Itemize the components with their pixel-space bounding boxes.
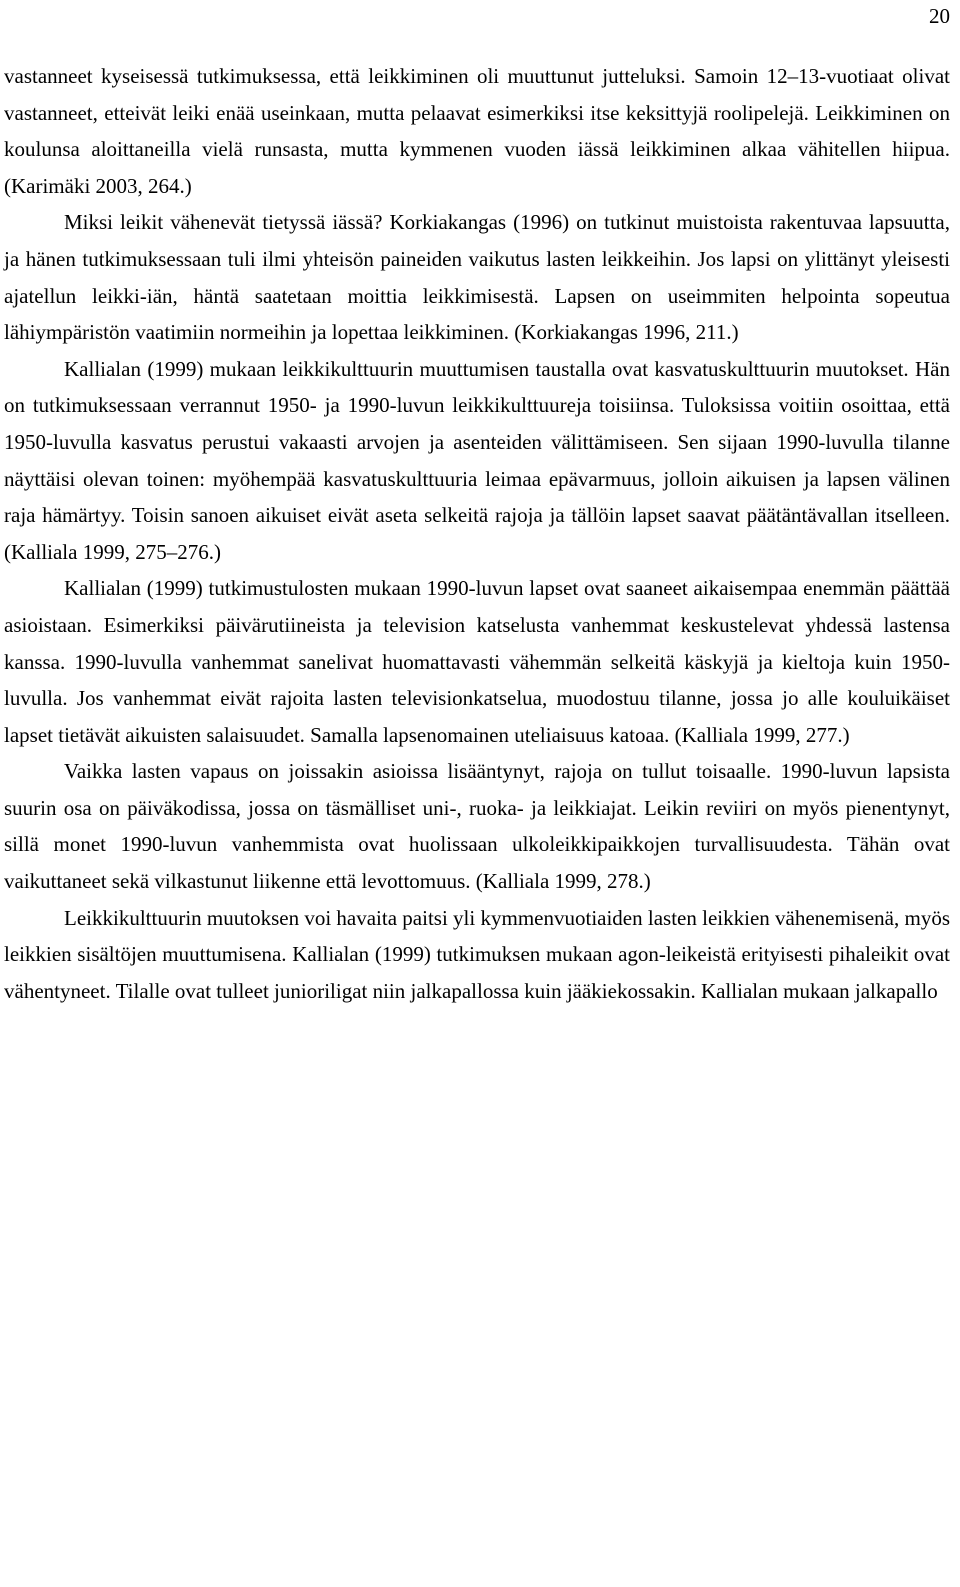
paragraph-1: vastanneet kyseisessä tutkimuksessa, että leikkiminen oli muuttunut jutteluksi. Samoin 12–13-vuotiaat olivat vastanneet, etteivät leiki enää useinkaan, mutta pelaavat esimerkiksi itse keksittyjä roolipelejä. Leikkiminen on koulunsa aloittaneilla vielä runsasta, mutta kymmenen vuoden iässä leikkiminen alkaa vähitellen hiipua. (Karimäki 2003, 264.): [4, 64, 950, 198]
page-number: 20: [929, 4, 950, 28]
paragraph-6: Leikkikulttuurin muutoksen voi havaita paitsi yli kymmenvuotiaiden lasten leikkien vähenemisenä, myös leikkien sisältöjen muuttumisena. Kallialan (1999) tutkimuksen mukaan agon-leikeistä erityisesti pihaleikit ovat vähentyneet. Tilalle ovat tulleet junioriligat niin jalkapallossa kuin jääkiekossakin. Kallialan mukaan jalkapallo: [4, 905, 950, 1003]
paragraph-5: Vaikka lasten vapaus on joissakin asioissa lisääntynyt, rajoja on tullut toisaalle. 1990-luvun lapsista suurin osa on päiväkodissa, jossa on täsmälliset uni-, ruoka- ja leikkiajat. Leikin reviiri on myös pienentynyt, sillä monet 1990-luvun vanhemmista ovat huolissaan ulkoleikkipaikkojen turvallisuudesta. Tähän ovat vaikuttaneet sekä vilkastunut liikenne että levottomuus. (Kalliala 1999, 278.): [4, 759, 950, 894]
paragraph-4: Kallialan (1999) tutkimustulosten mukaan 1990-luvun lapset ovat saaneet aikaisempaa enemmän päättää asioistaan. Esimerkiksi päivärutiineista ja television katselusta vanhemmat keskustelevat yhdessä lastensa kanssa. 1990-luvulla vanhemmat sanelivat huomattavasti vähemmän selkeitä käskyjä ja kieltoja kuin 1950-luvulla. Jos vanhemmat eivät rajoita lasten televisionkatselua, muodostuu tilanne, jossa jo alle kouluikäiset lapset tietävät aikuisten salaisuudet. Samalla lapsenomainen uteliaisuus katoaa. (Kalliala 1999, 277.): [4, 576, 950, 747]
body-text: [4, 58, 950, 1009]
paragraph-3: Kallialan (1999) mukaan leikkikulttuurin muuttumisen taustalla ovat kasvatuskulttuurin muutokset. Hän on tutkimuksessaan verrannut 1950- ja 1990-luvun leikkikulttuureja toisiinsa. Tuloksissa voitiin osoittaa, että 1950-luvulla kasvatus perustui vakaasti arvojen ja asenteiden välittämiseen. Sen sijaan 1990-luvulla tilanne näyttäisi olevan toinen: myöhempää kasvatuskulttuuria leimaa epävarmuus, jolloin aikuisen ja lapsen välinen raja hämärtyy. Toisin sanoen aikuiset eivät aseta selkeitä rajoja ja tällöin lapset saavat päätäntävallan itselleen. (Kalliala 1999, 275–276.): [4, 356, 950, 564]
paragraph-2: Miksi leikit vähenevät tietyssä iässä? Korkiakangas (1996) on tutkinut muistoista rakentuvaa lapsuutta, ja hänen tutkimuksessaan tuli ilmi yhteisön paineiden vaikutus lasten leikkeihin. Jos lapsi on ylittänyt yleisesti ajatellun leikki-iän, häntä saatetaan moittia leikkimisestä. Lapsen on useimmiten helpointa sopeutua lähiympäristön vaatimiin normeihin ja lopettaa leikkiminen. (Korkiakangas 1996, 211.): [4, 210, 950, 345]
